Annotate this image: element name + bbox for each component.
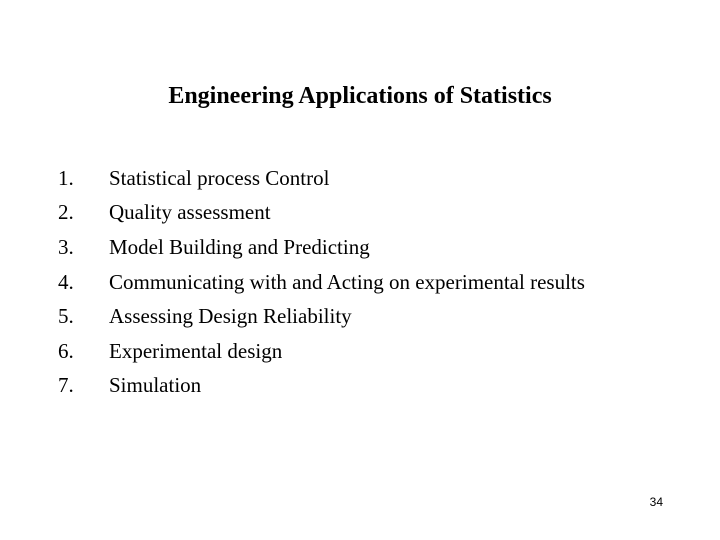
list-item-text: Simulation (109, 373, 202, 398)
list-item (58, 334, 585, 369)
list-item-number: 6. (58, 338, 74, 363)
list-item-number: 4. (58, 269, 74, 294)
slide-title: Engineering Applications of Statistics (168, 83, 552, 109)
list-item (58, 369, 585, 404)
list-item-text: Statistical process Control (109, 165, 330, 190)
list-item-number: 1. (58, 165, 74, 190)
applications-list (58, 161, 585, 403)
list-item (58, 161, 585, 196)
list-item-text: Communicating with and Acting on experimental results (109, 269, 585, 294)
list-item-number: 5. (58, 304, 74, 329)
list-item (58, 265, 585, 300)
list-item-number: 7. (58, 373, 74, 398)
list-item-text: Experimental design (109, 338, 283, 363)
list-item-text: Assessing Design Reliability (109, 304, 352, 329)
list-item-text: Quality assessment (109, 200, 271, 225)
list-item-number: 2. (58, 200, 74, 225)
list-item (58, 230, 585, 265)
list-item-text: Model Building and Predicting (109, 234, 370, 259)
list-item (58, 299, 585, 334)
list-item-number: 3. (58, 234, 74, 259)
page-number: 34 (649, 495, 663, 509)
list-item (58, 196, 585, 231)
